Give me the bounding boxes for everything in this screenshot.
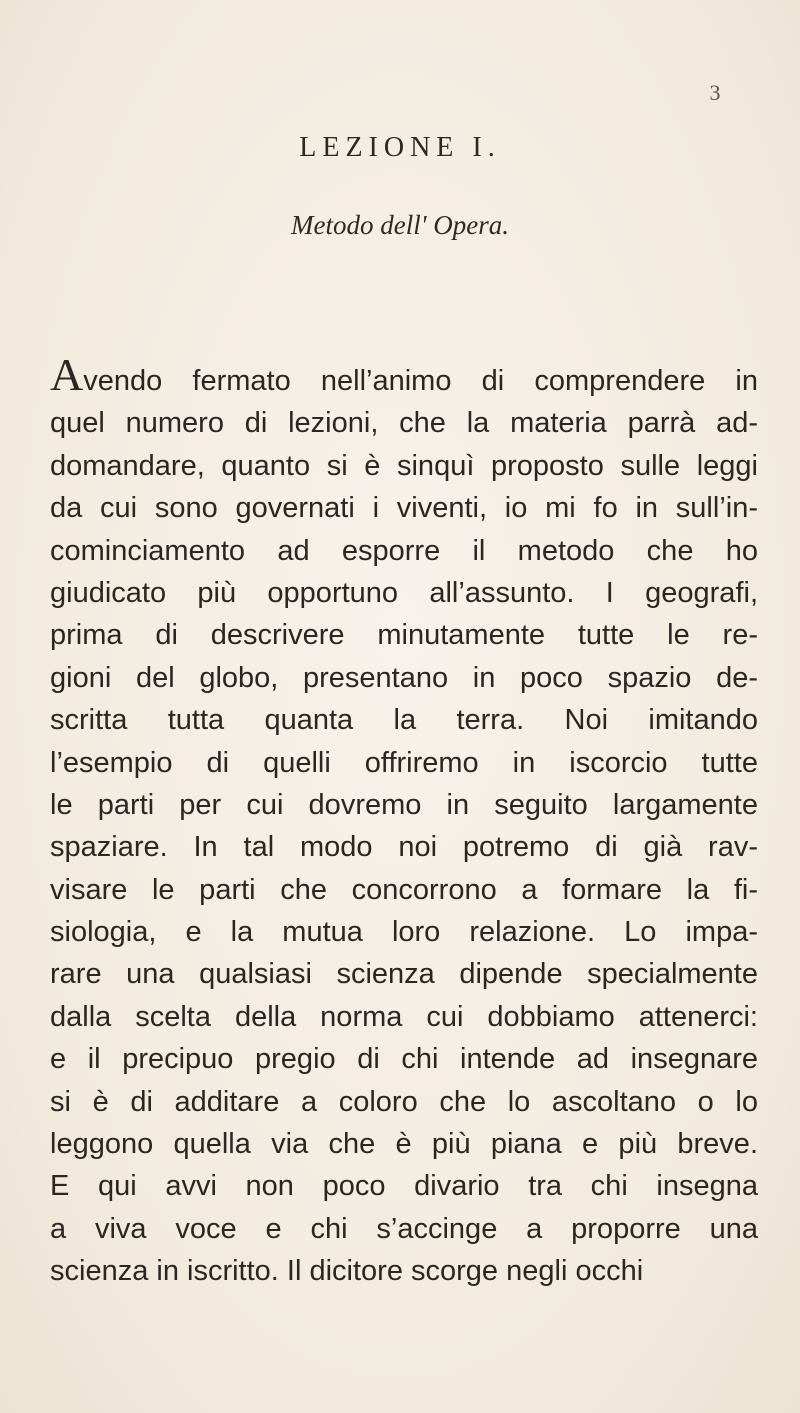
text-line: rare una qualsiasi scienza dipende specialmente xyxy=(50,958,758,991)
text-line: E qui avvi non poco divario tra chi insegna xyxy=(50,1170,758,1203)
first-line-text: vendo fermato nell’animo di comprendere in xyxy=(83,365,758,397)
text-line: si è di additare a coloro che lo ascoltano o lo xyxy=(50,1085,758,1118)
chapter-heading: LEZIONE I. xyxy=(299,132,501,163)
page-number: 3 xyxy=(709,80,721,105)
text-line: a viva voce e chi s’accinge a proporre una xyxy=(50,1212,758,1245)
text-line: cominciamento ad esporre il metodo che ho xyxy=(50,534,758,567)
text-line: scienza in iscritto. Il dicitore scorge negli occhi xyxy=(50,1255,644,1288)
text-line: domandare, quanto si è sinquì proposto sulle leggi xyxy=(50,449,758,482)
text-line: scritta tutta quanta la terra. Noi imitando xyxy=(50,704,758,737)
text-line: quel numero di lezioni, che la materia parrà ad- xyxy=(50,407,758,440)
text-line: gioni del globo, presentano in poco spazio de- xyxy=(50,661,758,694)
body-text xyxy=(50,360,758,1293)
text-line: l’esempio di quelli offriremo in iscorcio tutte xyxy=(50,746,758,779)
text-line: e il precipuo pregio di chi intende ad insegnare xyxy=(50,1043,758,1076)
text-line: leggono quella via che è più piana e più breve. xyxy=(50,1128,758,1161)
text-line: prima di descrivere minutamente tutte le re- xyxy=(50,619,758,652)
text-line: siologia, e la mutua loro relazione. Lo impa- xyxy=(50,916,758,949)
text-line: spaziare. In tal modo noi potremo di già rav- xyxy=(50,831,758,864)
text-line: giudicato più opportuno all’assunto. I geografi, xyxy=(50,576,758,609)
chapter-subheading: Metodo dell' Opera. xyxy=(291,210,509,240)
text-line: dalla scelta della norma cui dobbiamo attenerci: xyxy=(50,1000,758,1033)
text-line: le parti per cui dovremo in seguito largamente xyxy=(50,788,758,821)
text-line: visare le parti che concorrono a formare la fi- xyxy=(50,873,758,906)
text-line xyxy=(50,360,758,402)
text-line: da cui sono governati i viventi, io mi fo in sull’in- xyxy=(50,492,758,525)
drop-cap: A xyxy=(50,360,84,400)
